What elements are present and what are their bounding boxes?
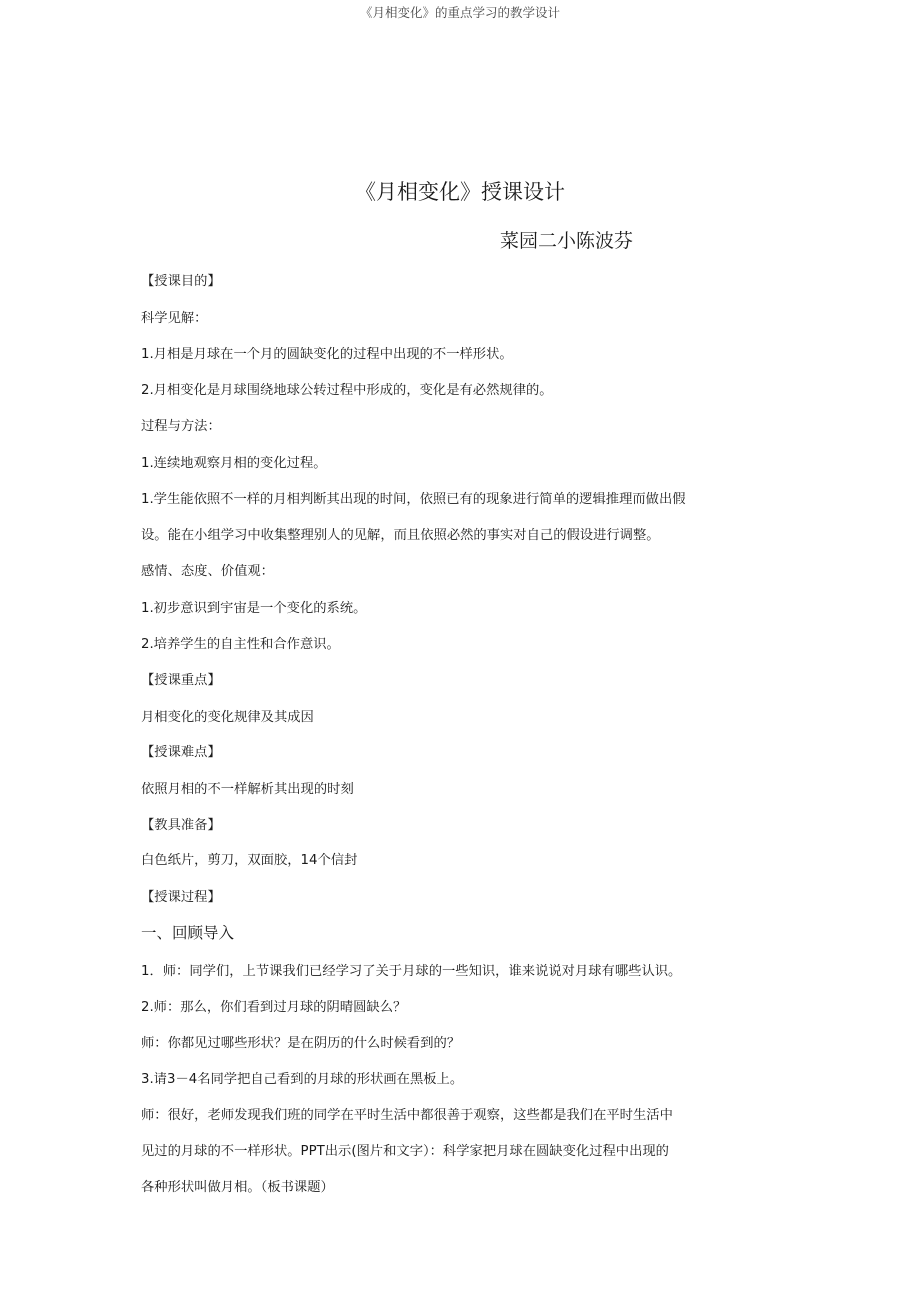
paragraph-line: 白色纸片，剪刀，双面胶，14个信封	[141, 853, 358, 868]
running-header: 《月相变化》的重点学习的教学设计	[359, 5, 560, 20]
paragraph-line: 1.学生能依照不一样的月相判断其出现的时间，依照已有的现象进行简单的逻辑推理而做出假	[141, 492, 686, 507]
paragraph-line: 月相变化的变化规律及其成因	[141, 710, 314, 725]
section-heading-key-points: 【授课重点】	[141, 673, 221, 688]
paragraph-line: 1．师：同学们，上节课我们已经学习了关于月球的一些知识，谁来说说对月球有哪些认识。	[141, 964, 682, 979]
paragraph-line: 3.请3－4名同学把自己看到的月球的形状画在黑板上。	[141, 1072, 464, 1087]
document-title: 《月相变化》授课设计	[355, 180, 565, 204]
author-line: 菜园二小陈波芬	[500, 230, 634, 252]
section-heading-difficulties: 【授课难点】	[141, 745, 221, 760]
subheading-knowledge: 科学见解：	[141, 311, 208, 326]
step-heading-review: 一、回顾导入	[141, 924, 235, 942]
paragraph-line: 2.月相变化是月球围绕地球公转过程中形成的，变化是有必然规律的。	[141, 383, 553, 398]
paragraph-line: 设。能在小组学习中收集整理别人的见解，而且依照必然的事实对自己的假设进行调整。	[141, 528, 660, 543]
paragraph-line: 1.月相是月球在一个月的圆缺变化的过程中出现的不一样形状。	[141, 347, 513, 362]
section-heading-procedure: 【授课过程】	[141, 890, 221, 905]
paragraph-line: 师：很好，老师发现我们班的同学在平时生活中都很善于观察，这些都是我们在平时生活中	[141, 1108, 673, 1123]
subheading-attitude: 感情、态度、价值观：	[141, 564, 274, 579]
section-heading-materials: 【教具准备】	[141, 818, 221, 833]
paragraph-line: 2.师：那么，你们看到过月球的阴晴圆缺么？	[141, 1000, 407, 1015]
paragraph-line: 师：你都见过哪些形状？是在阴历的什么时候看到的？	[141, 1036, 461, 1051]
paragraph-line: 依照月相的不一样解析其出现的时刻	[141, 782, 354, 797]
section-heading-objectives: 【授课目的】	[141, 274, 221, 289]
paragraph-line: 1.初步意识到宇宙是一个变化的系统。	[141, 601, 367, 616]
subheading-process: 过程与方法：	[141, 419, 221, 434]
paragraph-line: 见过的月球的不一样形状。PPT出示(图片和文字）：科学家把月球在圆缺变化过程中出现的	[141, 1144, 669, 1159]
paragraph-line: 各种形状叫做月相。（板书课题）	[141, 1180, 334, 1195]
paragraph-line: 2.培养学生的自主性和合作意识。	[141, 637, 340, 652]
paragraph-line: 1.连续地观察月相的变化过程。	[141, 456, 327, 471]
